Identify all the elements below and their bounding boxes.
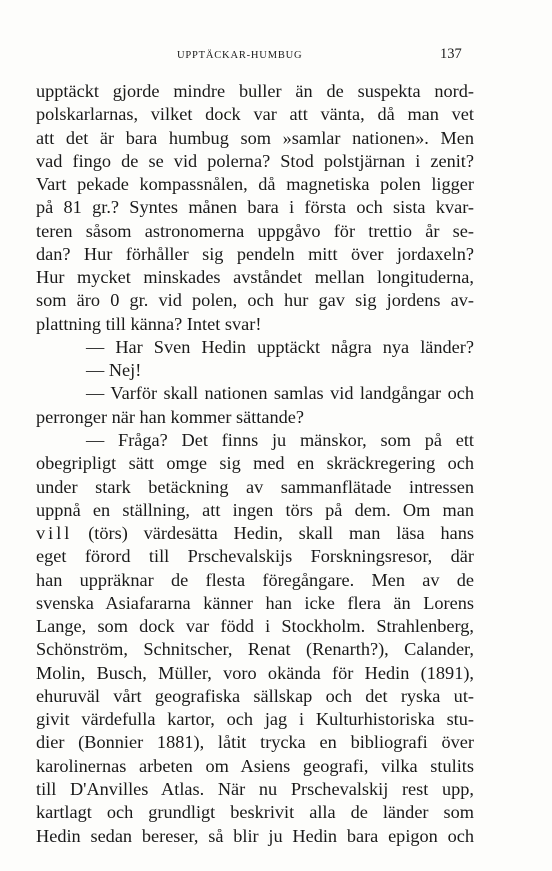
text-segment: plattning till känna? Intet svar!: [36, 313, 262, 334]
text-line: [36, 476, 474, 499]
text-line: [36, 127, 474, 150]
text-segment: teren såsom astronomerna uppgåvo för trettio år se-: [36, 220, 474, 241]
text-segment: obegripligt sätt omge sig med en skräckregering och: [36, 453, 474, 474]
text-segment: Molin, Busch, Müller, voro okända för Hedin (1891),: [36, 662, 474, 683]
text-segment: att det är bara humbug som »samlar nationen». Men: [36, 127, 474, 148]
text-segment: Schönström, Schnitscher, Renat (Renarth?), Calander,: [36, 639, 474, 660]
page-number: 137: [440, 46, 462, 62]
text-line: [36, 801, 474, 824]
text-line: [36, 569, 474, 592]
text-segment: till D'Anvilles Atlas. När nu Prschevalskij rest upp,: [36, 778, 474, 799]
text-line: [36, 592, 474, 615]
text-segment: ehuruväl vårt geografiska sällskap och det ryska ut-: [36, 685, 474, 706]
running-head-title: UPPTÄCKAR-HUMBUG: [177, 50, 303, 61]
text-line: [36, 615, 474, 638]
text-segment: under stark betäckning av sammanflätade intressen: [36, 476, 474, 497]
spaced-word: vill: [36, 523, 73, 544]
text-line: [36, 336, 474, 359]
text-line: [36, 243, 474, 266]
text-line: [36, 685, 474, 708]
text-line: [36, 522, 474, 545]
text-segment: eget förord till Prschevalskijs Forskningsresor, där: [36, 546, 474, 567]
text-line: [36, 638, 474, 661]
text-line: [36, 406, 474, 429]
text-line: [36, 825, 474, 848]
text-segment: karolinernas arbeten om Asiens geografi, vilka stulits: [36, 755, 474, 776]
text-segment: dier (Bonnier 1881), låtit trycka en bibliografi över: [36, 732, 474, 753]
text-segment: som äro 0 gr. vid polen, och hur gav sig jordens av-: [36, 290, 474, 311]
text-line: [36, 220, 474, 243]
text-segment: han uppräknar de flesta föregångare. Men av de: [36, 569, 474, 590]
text-line: [36, 731, 474, 754]
text-line: [36, 196, 474, 219]
text-segment: — Har Sven Hedin upptäckt några nya länder?: [86, 336, 474, 357]
text-segment: — Fråga? Det finns ju mänskor, som på ett: [86, 429, 474, 450]
running-head: [0, 46, 552, 66]
text-line: [36, 173, 474, 196]
text-line: [36, 429, 474, 452]
text-segment: Lange, som dock var född i Stockholm. Strahlenberg,: [36, 616, 474, 637]
text-line: [36, 150, 474, 173]
text-segment: svenska Asiafararna känner han icke flera än Lorens: [36, 592, 474, 613]
text-line: [36, 662, 474, 685]
text-segment: givit värdefulla kartor, och jag i Kulturhistoriska stu-: [36, 709, 474, 730]
text-segment: — Varför skall nationen samlas vid landgångar och: [86, 383, 474, 404]
text-line: [36, 289, 474, 312]
text-segment: på 81 gr.? Syntes månen bara i första och sista kvar-: [36, 197, 474, 218]
text-line: [36, 103, 474, 126]
text-segment: upptäckt gjorde mindre buller än de suspekta nord-: [36, 81, 474, 101]
text-line: [36, 452, 474, 475]
text-line: [36, 755, 474, 778]
text-line: [36, 708, 474, 731]
text-segment: Hur mycket minskades avståndet mellan longituderna,: [36, 267, 474, 288]
text-segment: vad fingo de se vid polerna? Stod polstjärnan i zenit?: [36, 150, 474, 171]
text-line: [36, 382, 474, 405]
text-segment: kartlagt och grundligt beskrivit alla de länder som: [36, 802, 474, 823]
text-line: [36, 545, 474, 568]
text-segment: Hedin sedan bereser, så blir ju Hedin bara epigon och: [36, 825, 474, 846]
text-line: [36, 359, 474, 382]
text-line: [36, 313, 474, 336]
text-line: [36, 266, 474, 289]
text-segment: — Nej!: [86, 360, 142, 381]
text-segment: (törs) värdesätta Hedin, skall man läsa hans: [72, 523, 474, 544]
text-segment: dan? Hur förhåller sig pendeln mitt över jordaxeln?: [36, 243, 474, 264]
text-line: [36, 499, 474, 522]
text-line: [36, 80, 474, 103]
body-text: [36, 80, 474, 848]
text-segment: Vart pekade kompassnålen, då magnetiska polen ligger: [36, 174, 474, 195]
text-segment: perronger när han kommer sättande?: [36, 406, 305, 427]
text-segment: polskarlarnas, vilket dock var att vänta, då man vet: [36, 104, 474, 125]
text-segment: uppnå en ställning, att ingen törs på dem. Om man: [36, 499, 474, 520]
text-line: [36, 778, 474, 801]
